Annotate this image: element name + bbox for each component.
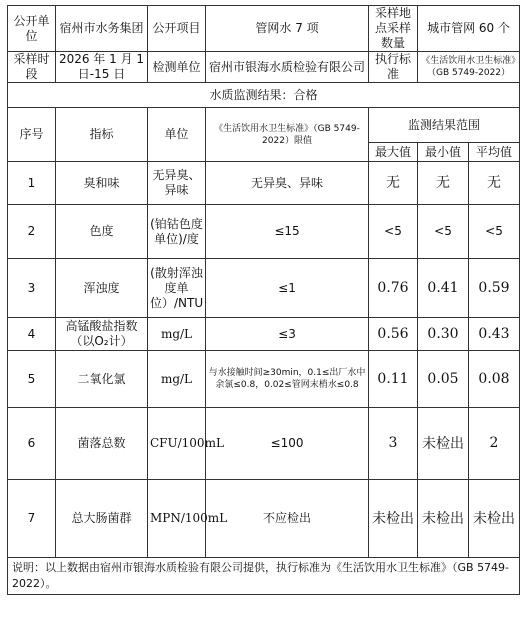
row-indicator: 菌落总数	[56, 408, 148, 480]
result-text: 水质监测结果：合格	[8, 83, 520, 108]
public-unit-label: 公开单位	[8, 6, 56, 52]
table-row	[8, 408, 520, 480]
row-max: 0.56	[369, 318, 418, 351]
row-no: 2	[8, 205, 56, 259]
row-no: 3	[8, 259, 56, 318]
row-limit: ≤1	[206, 259, 369, 318]
table-row	[8, 205, 520, 259]
table-row	[8, 351, 520, 408]
row-indicator: 臭和味	[56, 162, 148, 205]
header-row-1	[8, 6, 520, 52]
row-unit: CFU/100mL	[148, 408, 206, 480]
public-unit-value: 宿州市水务集团	[56, 6, 148, 52]
row-avg: <5	[469, 205, 520, 259]
col-max: 最大值	[369, 143, 418, 162]
row-avg: 无	[469, 162, 520, 205]
row-unit: 无异臭、异味	[148, 162, 206, 205]
row-avg: 0.59	[469, 259, 520, 318]
row-min: 0.30	[418, 318, 469, 351]
sampling-value: 城市管网 60 个	[418, 6, 520, 52]
water-quality-report	[7, 5, 519, 595]
table-row	[8, 318, 520, 351]
period-value: 2026 年 1 月 1 日-15 日	[56, 52, 148, 83]
row-no: 4	[8, 318, 56, 351]
row-indicator: 高锰酸盐指数（以O₂计）	[56, 318, 148, 351]
row-max: <5	[369, 205, 418, 259]
row-unit: mg/L	[148, 318, 206, 351]
table-row	[8, 162, 520, 205]
row-min: 0.41	[418, 259, 469, 318]
public-item-value: 管网水 7 项	[206, 6, 369, 52]
standard-label: 执行标准	[369, 52, 418, 83]
public-item-label: 公开项目	[148, 6, 206, 52]
row-max: 未检出	[369, 480, 418, 558]
row-max: 无	[369, 162, 418, 205]
row-max: 3	[369, 408, 418, 480]
row-min: 未检出	[418, 408, 469, 480]
col-min: 最小值	[418, 143, 469, 162]
table-row	[8, 480, 520, 558]
lab-value: 宿州市银海水质检验有限公司	[206, 52, 369, 83]
row-no: 6	[8, 408, 56, 480]
row-no: 1	[8, 162, 56, 205]
row-unit: (散射浑浊度单位）/NTU	[148, 259, 206, 318]
report-table	[7, 5, 520, 595]
note-row	[8, 558, 520, 595]
table-row	[8, 259, 520, 318]
row-avg: 2	[469, 408, 520, 480]
row-limit: 不应检出	[206, 480, 369, 558]
row-unit: (铂钴色度单位)/度	[148, 205, 206, 259]
col-no: 序号	[8, 108, 56, 162]
col-unit: 单位	[148, 108, 206, 162]
standard-value: 《生活饮用水卫生标准》（GB 5749-2022）	[418, 52, 520, 83]
col-indicator: 指标	[56, 108, 148, 162]
note-text: 说明：以上数据由宿州市银海水质检验有限公司提供，执行标准为《生活饮用水卫生标准》（GB 5749-2022）。	[8, 558, 520, 595]
row-indicator: 浑浊度	[56, 259, 148, 318]
column-header-row-1	[8, 108, 520, 143]
col-avg: 平均值	[469, 143, 520, 162]
row-indicator: 色度	[56, 205, 148, 259]
row-limit: 无异臭、异味	[206, 162, 369, 205]
row-no: 5	[8, 351, 56, 408]
row-max: 0.11	[369, 351, 418, 408]
row-avg: 0.08	[469, 351, 520, 408]
row-avg: 未检出	[469, 480, 520, 558]
row-no: 7	[8, 480, 56, 558]
header-row-2	[8, 52, 520, 83]
row-limit: 与水接触时间≥30min，0.1≤出厂水中余氯≤0.8，0.02≤管网末梢水≤0.8	[206, 351, 369, 408]
result-row	[8, 83, 520, 108]
col-limit: 《生活饮用水卫生标准》（GB 5749-2022）限值	[206, 108, 369, 162]
row-limit: ≤15	[206, 205, 369, 259]
row-limit: ≤3	[206, 318, 369, 351]
sampling-label: 采样地点采样数量	[369, 6, 418, 52]
row-indicator: 二氧化氯	[56, 351, 148, 408]
row-min: 未检出	[418, 480, 469, 558]
lab-label: 检测单位	[148, 52, 206, 83]
row-avg: 0.43	[469, 318, 520, 351]
row-unit: MPN/100mL	[148, 480, 206, 558]
row-indicator: 总大肠菌群	[56, 480, 148, 558]
row-min: <5	[418, 205, 469, 259]
row-limit: ≤100	[206, 408, 369, 480]
col-range: 监测结果范围	[369, 108, 520, 143]
row-min: 无	[418, 162, 469, 205]
row-max: 0.76	[369, 259, 418, 318]
row-min: 0.05	[418, 351, 469, 408]
period-label: 采样时段	[8, 52, 56, 83]
row-unit: mg/L	[148, 351, 206, 408]
